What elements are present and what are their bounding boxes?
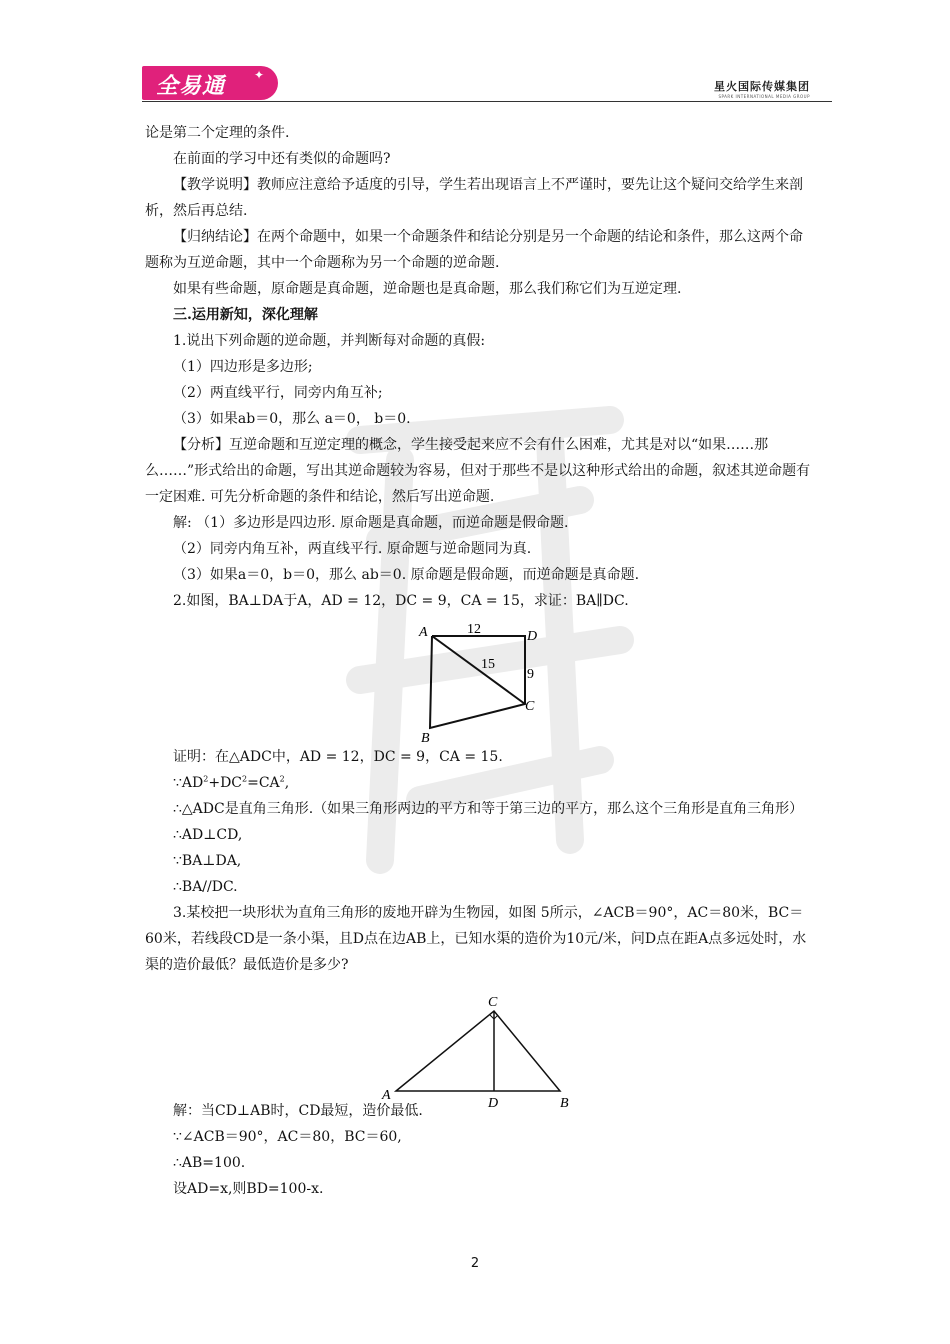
- length-ad: 12: [467, 622, 481, 637]
- publisher-name: 星火国际传媒集团: [714, 80, 810, 93]
- proof-term: +DC: [208, 775, 243, 791]
- question-item: （3）如果ab＝0，那么 a＝0， b＝0.: [173, 411, 411, 427]
- label-d: D: [527, 629, 538, 644]
- solution-line: ∴AB=100.: [173, 1155, 246, 1171]
- label-c: C: [525, 699, 535, 714]
- figure-quadrilateral: [415, 618, 555, 748]
- paragraph: 论是第二个定理的条件.: [145, 125, 290, 141]
- star-icon: ✦: [253, 68, 264, 82]
- solution-line: （3）如果a＝0，b＝0，那么 ab＝0. 原命题是假命题，而逆命题是真命题.: [173, 567, 640, 583]
- brand-logo: [142, 66, 278, 100]
- logo-text: 全易通: [156, 74, 226, 99]
- label-c: C: [488, 995, 498, 1010]
- solution-line: （2）同旁内角互补，两直线平行. 原命题与逆命题同为真.: [173, 541, 532, 557]
- proof-line: 证明：在△ADC中，AD = 12，DC = 9，CA = 15.: [173, 749, 503, 765]
- page-number: 2: [470, 1256, 480, 1271]
- paragraph: 在前面的学习中还有类似的命题吗?: [173, 151, 391, 167]
- length-ca: 15: [481, 657, 495, 672]
- header-rule: [142, 101, 832, 102]
- proof-term: ∵AD: [173, 775, 204, 791]
- section-heading: 三.运用新知，深化理解: [173, 307, 318, 323]
- solution-line: ∵∠ACB＝90°，AC＝80，BC＝60,: [173, 1129, 402, 1145]
- page-header: [0, 0, 950, 110]
- question-1: 1.说出下列命题的逆命题，并判断每对命题的真假:: [173, 333, 486, 349]
- length-dc: 9: [527, 667, 534, 682]
- solution-line: 设AD=x,则BD=100-x.: [173, 1181, 324, 1197]
- teaching-note: 【教学说明】教师应注意给予适度的引导，学生若出现语言上不严谨时，要先让这个疑问交给学生来剖析，然后再总结.: [145, 177, 803, 219]
- label-a: A: [382, 1088, 391, 1103]
- figure-1-outline: [430, 636, 525, 728]
- triangle-abc: [396, 1011, 560, 1091]
- diagonal-ac: [432, 636, 525, 704]
- proof-line: [145, 770, 815, 796]
- label-b: B: [421, 731, 430, 746]
- proof-line: ∴△ADC是直角三角形.（如果三角形两边的平方和等于第三边的平方，那么这个三角形是直角三角形）: [173, 801, 804, 817]
- question-2: 2.如图，BA⊥DA于A，AD = 12，DC = 9，CA = 15，求证：BA∥DC.: [173, 593, 629, 609]
- proof-line: ∵BA⊥DA,: [173, 853, 242, 869]
- superscript: 2: [203, 774, 209, 784]
- solution-line: 解：当CD⊥AB时，CD最短，造价最低.: [173, 1103, 423, 1119]
- proof-term: ,: [284, 775, 290, 791]
- question-item: （1）四边形是多边形;: [173, 359, 313, 375]
- question-item: （2）两直线平行，同旁内角互补;: [173, 385, 383, 401]
- label-a: A: [419, 625, 428, 640]
- publisher: [714, 78, 810, 99]
- proof-line: ∴AD⊥CD,: [173, 827, 243, 843]
- label-d: D: [488, 1096, 499, 1110]
- proof-line: ∴BA//DC.: [173, 879, 238, 895]
- figure-right-triangle: [376, 995, 576, 1110]
- proof-term: =CA: [247, 775, 280, 791]
- label-b: B: [560, 1096, 569, 1110]
- paragraph: 如果有些命题，原命题是真命题，逆命题也是真命题，那么我们称它们为互逆定理.: [173, 281, 682, 297]
- conclusion: 【归纳结论】在两个命题中，如果一个命题条件和结论分别是另一个命题的结论和条件，那么这两个命题称为互逆命题，其中一个命题称为另一个命题的逆命题.: [145, 229, 803, 271]
- analysis: 【分析】互逆命题和互逆定理的概念，学生接受起来应不会有什么困难，尤其是对以“如果……那么……”形式给出的命题，写出其逆命题较为容易，但对于那些不是以这种形式给出的命题，叙述其逆命题有一定困难. 可先分析命题的条件和结论，然后写出逆命题.: [145, 437, 811, 505]
- question-3: 3.某校把一块形状为直角三角形的废地开辟为生物园，如图 5所示，∠ACB＝90°，AC＝80米，BC＝60米，若线段CD是一条小渠，且D点在边AB上，已知水渠的造价为10元/米，问D点在距A点多远处时，水渠的造价最低？最低造价是多少?: [145, 905, 807, 973]
- solution-line: 解: （1）多边形是四边形. 原命题是真命题，而逆命题是假命题.: [173, 515, 569, 531]
- superscript: 2: [242, 774, 248, 784]
- publisher-name-en: SPARK INTERNATIONAL MEDIA GROUP: [718, 94, 810, 99]
- superscript: 2: [279, 774, 285, 784]
